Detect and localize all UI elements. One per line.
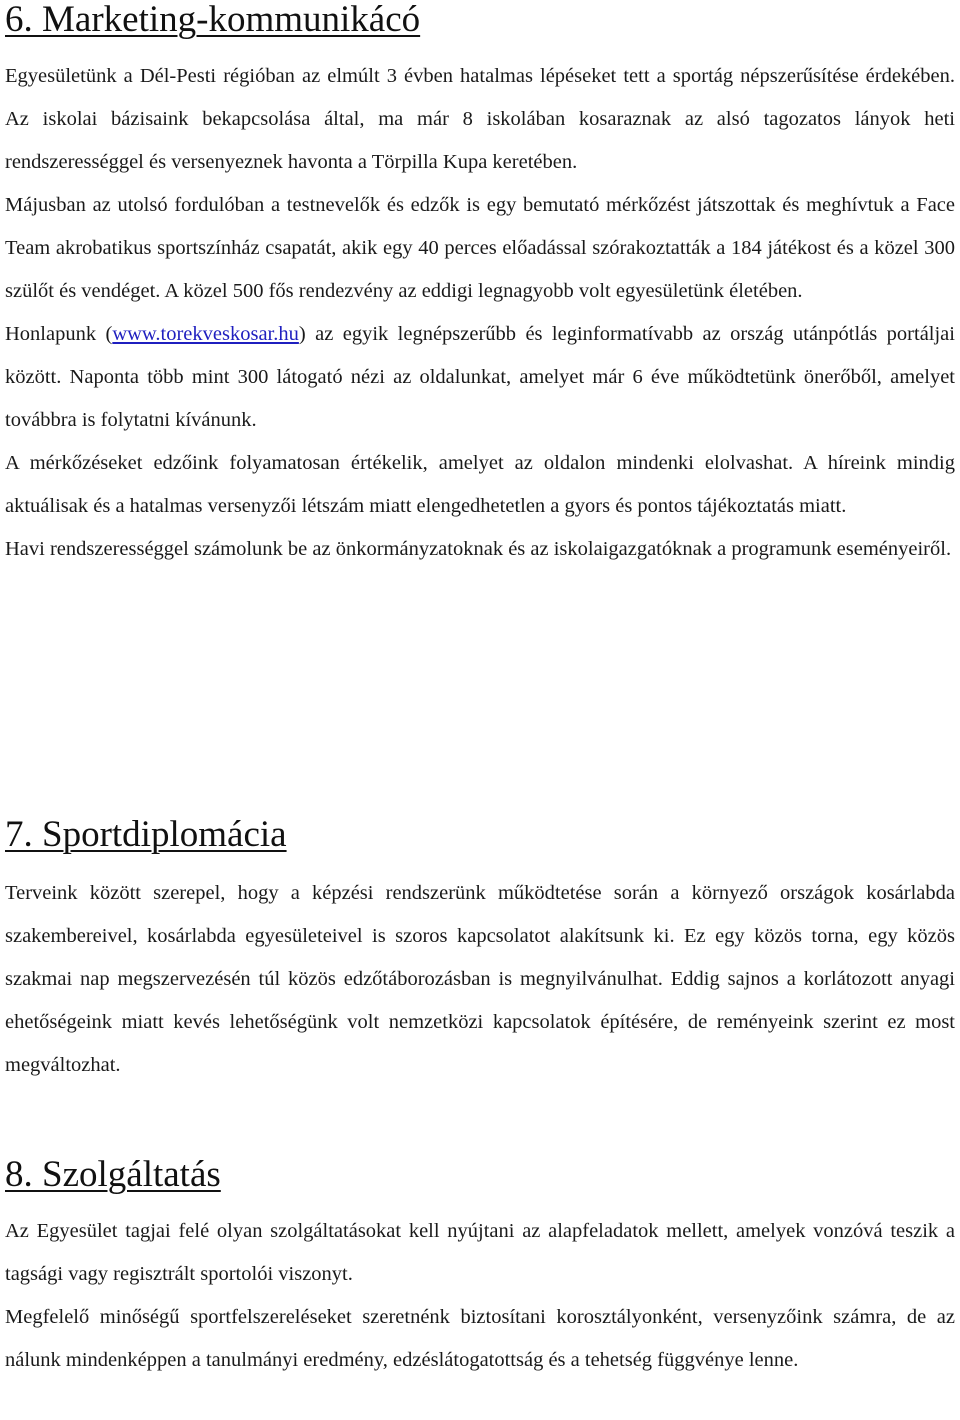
section-6-paragraph-5: Havi rendszerességgel számolunk be az önkormányzatoknak és az iskolaigazgatóknak a programunk eseményeiről.: [5, 538, 952, 560]
section-6-paragraph-4: A mérkőzéseket edzőink folyamatosan értékelik, amelyet az oldalon mindenki elolvashat. A híreink mindig aktuálisak és a hatalmas versenyzői létszám miatt elengedhetetlen a gyors és pontos tájékoztatás miatt.: [5, 452, 955, 517]
section-8-body: [5, 1210, 955, 1382]
section-7-paragraph-1: Terveink között szerepel, hogy a képzési rendszerünk működtetése során a környező országok kosárlabda szakembereivel, kosárlabda egyesületeivel is szoros kapcsolatot alakítsunk ki. Ez egy közös torna, egy közös szakmai nap megszervezésén túl közös edzőtáborozásban is megnyilvánulhat. Eddig sajnos a korlátozott anyagi ehetőségeink miatt kevés lehetőségünk volt nemzetközi kapcsolatok építésére, de reményeink szerint ez most megváltozhat.: [5, 882, 955, 1076]
paragraph-text: Honlapunk (: [5, 323, 113, 345]
section-7-body: [5, 872, 955, 1087]
section-6-paragraph-1: Egyesületünk a Dél-Pesti régióban az elmúlt 3 évben hatalmas lépéseket tett a sportág népszerűsítése érdekében. Az iskolai bázisaink bekapcsolása által, ma már 8 iskolában kosaraznak az alsó tagozatos lányok heti rendszerességgel és versenyeznek havonta a Törpilla Kupa keretében.: [5, 65, 955, 173]
section-6-paragraph-2: Májusban az utolsó fordulóban a testnevelők és edzők is egy bemutató mérkőzést játszottak és meghívtuk a Face Team akrobatikus sportszínház csapatát, akik egy 40 perces előadással szórakoztatták a 184 játékost és a közel 300 szülőt és vendéget. A közel 500 fős rendezvény az eddigi legnagyobb volt egyesületünk életében.: [5, 194, 955, 302]
section-6-body: [5, 55, 955, 571]
section-6-paragraph-3: [5, 313, 955, 442]
section-7-heading: 7. Sportdiplomácia: [5, 814, 287, 855]
section-8-heading: 8. Szolgáltatás: [5, 1154, 221, 1195]
website-link[interactable]: www.torekveskosar.hu: [112, 323, 299, 345]
section-6-heading: 6. Marketing-kommunikácó: [5, 0, 421, 40]
section-8-paragraph-2: Megfelelő minőségű sportfelszereléseket szeretnénk biztosítani korosztályonként, versenyzőink számra, de az nálunk mindenképpen a tanulmányi eredmény, edzéslátogatottság és a tehetség függvénye lenne.: [5, 1306, 955, 1371]
paragraph-text: ) az egyik legnépszerűbb és leginformatívabb az ország utánpótlás portáljai között. Naponta több mint 300 látogató nézi az oldalunkat, amelyet már 6 éve működtetünk önerőből, amelyet továbbra is folytatni kívánunk.: [5, 323, 955, 431]
section-8-paragraph-1: Az Egyesület tagjai felé olyan szolgáltatásokat kell nyújtani az alapfeladatok mellett, amelyek vonzóvá teszik a tagsági vagy regisztrált sportolói viszonyt.: [5, 1220, 955, 1285]
